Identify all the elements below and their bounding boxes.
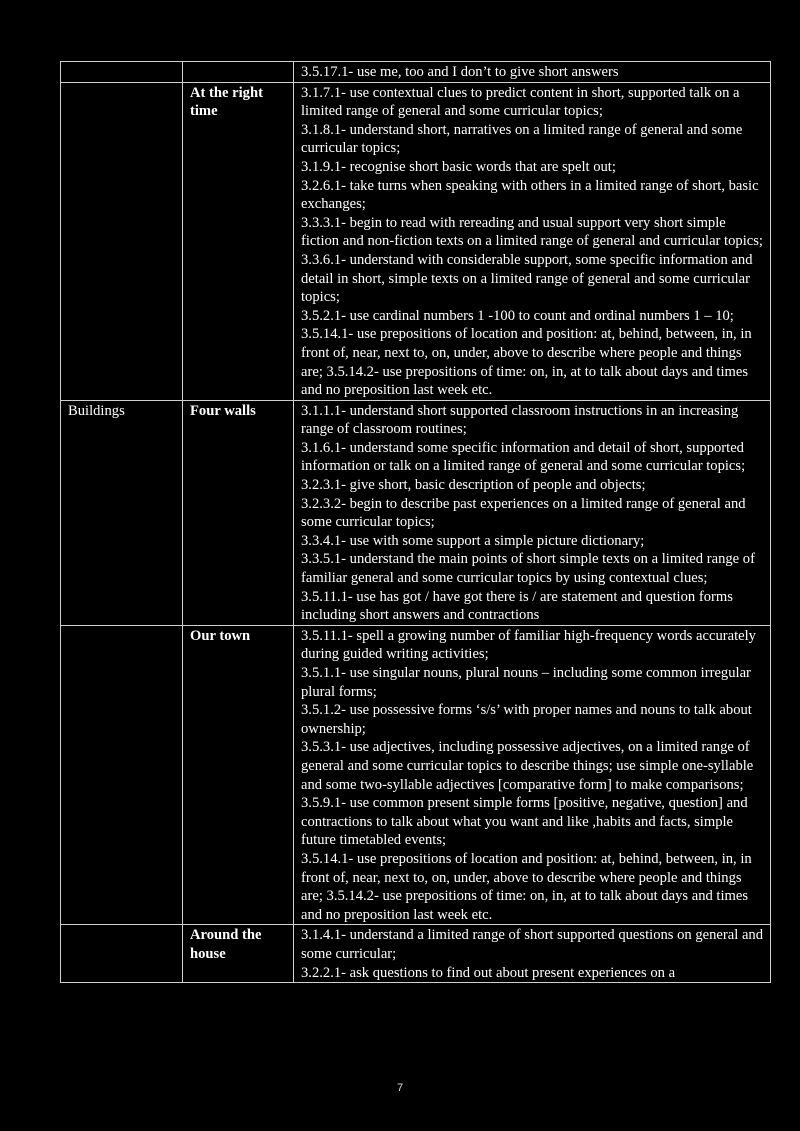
curriculum-table-body (61, 62, 771, 983)
standard-item: 3.5.17.1- use me, too and I don’t to give short answers (301, 64, 619, 80)
standard-item: 3.3.5.1- understand the main points of short simple texts on a limited range of familiar general and some curricular topics by using contextual clues; (301, 551, 755, 587)
standard-item: 3.5.11.1- spell a growing number of familiar high-frequency words accurately during guided writing activities; (301, 627, 756, 663)
standard-item: 3.1.4.1- understand a limited range of short supported questions on general and some curricular; (301, 927, 764, 962)
standard-item: 3.2.2.1- ask questions to find out about present experiences on a (301, 964, 676, 981)
standard-item: 3.1.7.1- use contextual clues to predict content in short, supported talk on a limited range of general and some curricular topics; (301, 84, 740, 120)
theme-cell (61, 925, 183, 983)
page-number: 7 (396, 1082, 404, 1094)
standards-cell (294, 82, 771, 400)
topic-cell: At the right time (183, 82, 294, 400)
topic-cell: Our town (183, 625, 294, 925)
standard-item: 3.5.1.1- use singular nouns, plural nouns – including some common irregular plural forms; (301, 665, 751, 700)
standard-item: 3.5.14.1- use prepositions of location and position: at, behind, between, in, in front of, near, next to, on, under, above to describe where people and things are; 3.5.14.2- use prepositions of time: on, in, at to talk about days and times and no preposition last week etc. (301, 850, 752, 923)
standard-item: 3.3.6.1- understand with considerable support, some specific information and detail in short, simple texts on a limited range of general and some curricular topics; (301, 251, 753, 306)
standard-item: 3.5.1.2- use possessive forms ‘s/s’ with proper names and nouns to talk about ownership; (301, 702, 752, 737)
table-row (61, 400, 771, 625)
standards-cell (294, 625, 771, 925)
standard-item: 3.2.3.2- begin to describe past experiences on a limited range of general and some curricular topics; (301, 495, 746, 531)
theme-cell: Buildings (61, 400, 183, 625)
standards-cell (294, 62, 771, 83)
topic-cell: Around the house (183, 925, 294, 983)
curriculum-table (60, 61, 771, 983)
theme-cell (61, 82, 183, 400)
standard-item: 3.5.2.1- use cardinal numbers 1 -100 to count and ordinal numbers 1 – 10; (301, 307, 734, 324)
standard-item: 3.5.9.1- use common present simple forms [positive, negative, question] and contractions to talk about what you want and like ,habits and facts, simple future timetabled events; (301, 795, 748, 849)
standard-item: 3.5.3.1- use adjectives, including possessive adjectives, on a limited range of general and some curricular topics to describe things; use simple one-syllable and some two-syllable adjectives [comparative form] to make comparisons; (301, 739, 754, 793)
table-row (61, 82, 771, 400)
standard-item: 3.2.6.1- take turns when speaking with others in a limited range of short, basic exchanges; (301, 177, 759, 213)
standard-item: 3.1.8.1- understand short, narratives on a limited range of general and some curricular topics; (301, 121, 743, 157)
table-row (61, 62, 771, 83)
standard-item: 3.3.4.1- use with some support a simple picture dictionary; (301, 532, 645, 549)
standards-cell (294, 925, 771, 983)
standard-item: 3.1.9.1- recognise short basic words that are spelt out; (301, 158, 616, 175)
table-row (61, 625, 771, 925)
theme-cell (61, 625, 183, 925)
theme-cell (61, 62, 183, 83)
standard-item: 3.5.14.1- use prepositions of location and position: at, behind, between, in, in front of, near, next to, on, under, above to describe where people and things are; 3.5.14.2- use prepositions of time: on, in, at to talk about days and times and no preposition last week etc. (301, 326, 752, 399)
standard-item: 3.3.3.1- begin to read with rereading and usual support very short simple fiction and non-fiction texts on a limited range of general and curricular topics; (301, 214, 763, 250)
topic-cell (183, 62, 294, 83)
standard-item: 3.1.1.1- understand short supported classroom instructions in an increasing range of classroom routines; (301, 402, 739, 438)
standard-item: 3.2.3.1- give short, basic description of people and objects; (301, 477, 646, 494)
topic-cell: Four walls (183, 400, 294, 625)
standard-item: 3.1.6.1- understand some specific information and detail of short, supported information or talk on a limited range of general and some curricular topics; (301, 439, 746, 475)
standard-item: 3.5.11.1- use has got / have got there is / are statement and question forms including short answers and contractions (301, 588, 733, 624)
table-row (61, 925, 771, 983)
standards-cell (294, 400, 771, 625)
